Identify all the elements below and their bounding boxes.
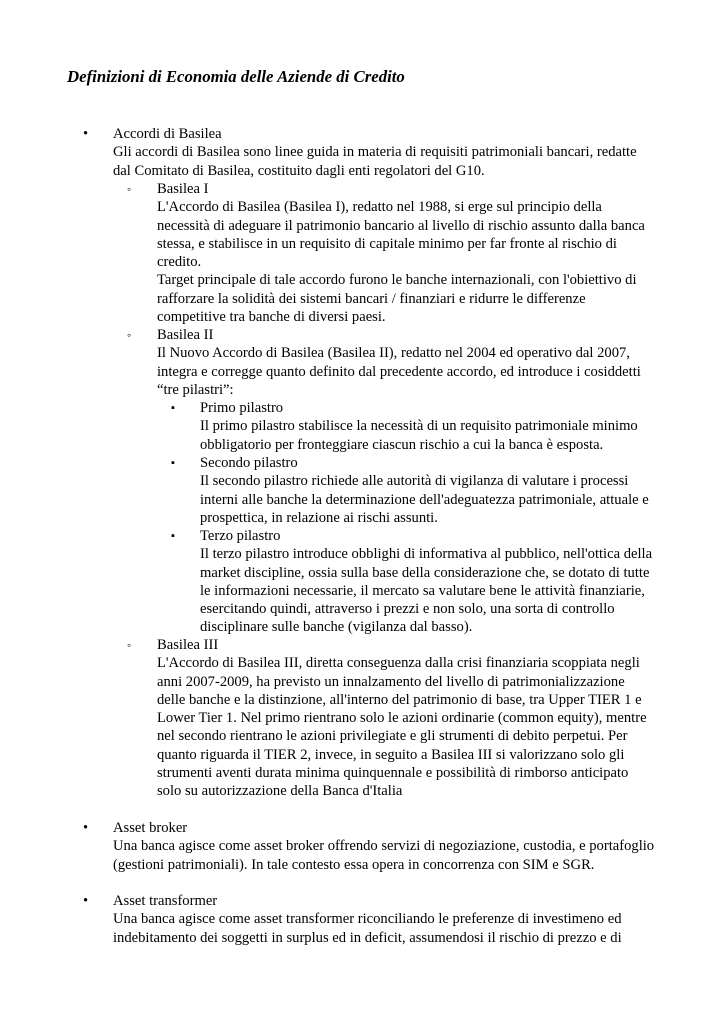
paragraph-line: market discipline, ossia sulla base della considerazione che, se dotato di tutte — [200, 564, 650, 581]
pillar-body — [200, 527, 675, 637]
pillar-body — [200, 454, 675, 527]
paragraph-line: Il secondo pilastro richiede alle autorità di vigilanza di valutare i processi — [200, 473, 629, 490]
paragraph-line: (gestioni patrimoniali). In tale contesto essa opera in concorrenza con SIM e SGR. — [113, 856, 595, 873]
paragraph-line: dal Comitato di Basilea, costituito dagli enti regolatori del G10. — [113, 162, 485, 179]
paragraph-line: L'Accordo di Basilea (Basilea I), redatto nel 1988, si erge sul principio della — [157, 199, 602, 216]
bullet-circle: ◦ — [127, 638, 132, 652]
section-heading: Accordi di Basilea — [113, 126, 222, 142]
bullet-square: ▪ — [171, 402, 175, 414]
paragraph-line: rafforzare la solidità dei sistemi bancari / finanziari e ridurre le differenze — [157, 290, 586, 307]
paragraph-line: le informazioni necessarie, il mercato sa valutare bene le attività finanziarie, — [200, 582, 645, 599]
paragraph-line: Il primo pilastro stabilisce la necessità di un requisito patrimoniale minimo — [200, 418, 638, 435]
paragraph-line: competitive tra banche di diversi paesi. — [157, 309, 386, 326]
paragraph-line: Il Nuovo Accordo di Basilea (Basilea II), redatto nel 2004 ed operativo dal 2007, — [157, 345, 630, 362]
bullet-circle: ◦ — [127, 182, 132, 196]
subsection-heading: Basilea III — [157, 637, 219, 653]
paragraph-line: anni 2007-2009, ha previsto un innalzamento del livello di patrimonializzazione — [157, 673, 625, 690]
paragraph-line: Una banca agisce come asset broker offrendo servizi di negoziazione, custodia, e portafoglio — [113, 838, 655, 855]
subsection-body — [157, 636, 677, 801]
subsection-body — [157, 180, 677, 326]
paragraph-line: delle banche e la distinzione, all'interno del patrimonio di base, tra Upper TIER 1 e — [157, 691, 642, 708]
subsection-heading: Basilea I — [157, 181, 209, 197]
paragraph-line: indebitamento dei soggetti in surplus ed in deficit, assumendosi il rischio di prezzo e di — [113, 929, 622, 946]
paragraph-line: quanto riguarda il TIER 2, invece, in seguito a Basilea III si valorizzano solo gli — [157, 746, 625, 763]
paragraph-line: “tre pilastri”: — [157, 381, 234, 398]
paragraph-line: solo su autorizzazione della Banca d'Italia — [157, 783, 403, 800]
paragraph-line: Lower Tier 1. Nel primo rientrano solo le azioni ordinarie (common equity), mentre — [157, 710, 647, 727]
pillar-body — [200, 399, 675, 454]
paragraph-line: necessità di adeguare il patrimonio bancario al livello di rischio assunto dalla banca — [157, 217, 645, 234]
subsection-heading: Basilea II — [157, 327, 214, 343]
bullet-square: ▪ — [171, 530, 175, 542]
paragraph-line: Target principale di tale accordo furono le banche internazionali, con l'obiettivo di — [157, 272, 637, 289]
paragraph-line: L'Accordo di Basilea III, diretta conseguenza dalla crisi finanziaria scoppiata negli — [157, 655, 640, 672]
section-body — [113, 125, 673, 180]
section-heading: Asset transformer — [113, 893, 218, 909]
bullet-circle: ◦ — [127, 328, 132, 342]
bullet-disc: • — [83, 126, 89, 142]
paragraph-line: prospettica, in relazione ai rischi assunti. — [200, 509, 438, 526]
paragraph-line: disciplinare sulle banche (vigilanza dal basso). — [200, 619, 473, 636]
paragraph-line: interni alle banche la determinazione dell'adeguatezza patrimoniale, attuale e — [200, 491, 649, 508]
pillar-heading: Primo pilastro — [200, 400, 284, 416]
document-title: Definizioni di Economia delle Aziende di Credito — [67, 67, 405, 86]
paragraph-line: stessa, e stabilisce in un requisito di capitale minimo per far fronte al rischio di — [157, 235, 617, 252]
subsection-body — [157, 326, 677, 399]
paragraph-line: Il terzo pilastro introduce obblighi di informativa al pubblico, nell'ottica della — [200, 546, 653, 563]
paragraph-line: integra e corregge quanto definito dal precedente accordo, ed introduce i cosiddetti — [157, 363, 641, 380]
bullet-disc: • — [83, 820, 89, 836]
paragraph-line: Gli accordi di Basilea sono linee guida in materia di requisiti patrimoniali bancari, redatte — [113, 144, 637, 161]
pillar-heading: Secondo pilastro — [200, 455, 298, 471]
paragraph-line: esercitando quindi, attraverso i prezzi e non solo, una sorta di controllo — [200, 601, 615, 618]
paragraph-line: strumenti aventi durata minima quinquennale e possibilità di rimborso anticipato — [157, 765, 629, 782]
section-heading: Asset broker — [113, 820, 188, 836]
paragraph-line: Una banca agisce come asset transformer riconciliando le preferenze di investimeno ed — [113, 911, 622, 928]
paragraph-line: obbligatorio per fronteggiare ciascun rischio a cui la banca è esposta. — [200, 436, 604, 453]
section-body — [113, 819, 673, 874]
bullet-square: ▪ — [171, 457, 175, 469]
pillar-heading: Terzo pilastro — [200, 528, 281, 544]
bullet-disc: • — [83, 893, 89, 909]
paragraph-line: credito. — [157, 254, 202, 271]
paragraph-line: nel secondo rientrano le azioni privilegiate e gli strumenti di debito perpetui. Per — [157, 728, 628, 745]
section-body — [113, 892, 673, 947]
